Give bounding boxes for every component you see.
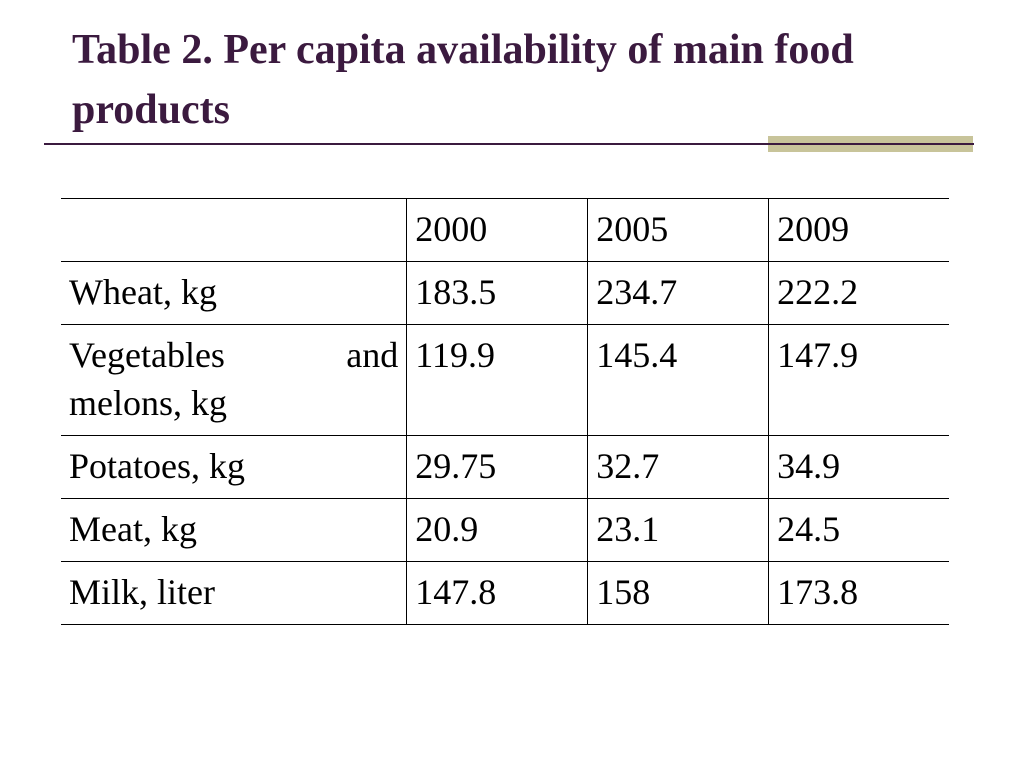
cell-vegetables-2000: 119.9 — [407, 325, 588, 436]
cell-vegetables-2009: 147.9 — [769, 325, 949, 436]
row-label-vegetables: Vegetables and melons, kg — [61, 325, 407, 436]
cell-potatoes-2005: 32.7 — [588, 436, 769, 499]
cell-vegetables-2005: 145.4 — [588, 325, 769, 436]
row-label-potatoes: Potatoes, kg — [61, 436, 407, 499]
row-label-milk: Milk, liter — [61, 562, 407, 625]
row-label-meat: Meat, kg — [61, 499, 407, 562]
header-cell-2009: 2009 — [769, 199, 949, 262]
table-row-wheat — [61, 262, 949, 325]
cell-potatoes-2000: 29.75 — [407, 436, 588, 499]
title-accent-bar — [768, 136, 973, 152]
header-cell-2005: 2005 — [588, 199, 769, 262]
table-row-milk — [61, 562, 949, 625]
cell-milk-2005: 158 — [588, 562, 769, 625]
table-row-vegetables — [61, 325, 949, 436]
title-accent-line — [768, 143, 973, 145]
cell-milk-2000: 147.8 — [407, 562, 588, 625]
table-row-potatoes — [61, 436, 949, 499]
cell-meat-2000: 20.9 — [407, 499, 588, 562]
table-row-meat — [61, 499, 949, 562]
slide-title: Table 2. Per capita availability of main food products — [72, 27, 854, 133]
cell-wheat-2000: 183.5 — [407, 262, 588, 325]
row-label-wheat: Wheat, kg — [61, 262, 407, 325]
table-header-row — [61, 199, 949, 262]
cell-milk-2009: 173.8 — [769, 562, 949, 625]
cell-potatoes-2009: 34.9 — [769, 436, 949, 499]
cell-meat-2005: 23.1 — [588, 499, 769, 562]
cell-wheat-2005: 234.7 — [588, 262, 769, 325]
header-cell-2000: 2000 — [407, 199, 588, 262]
header-cell-empty — [61, 199, 407, 262]
food-availability-table — [61, 198, 949, 625]
cell-meat-2009: 24.5 — [769, 499, 949, 562]
cell-wheat-2009: 222.2 — [769, 262, 949, 325]
